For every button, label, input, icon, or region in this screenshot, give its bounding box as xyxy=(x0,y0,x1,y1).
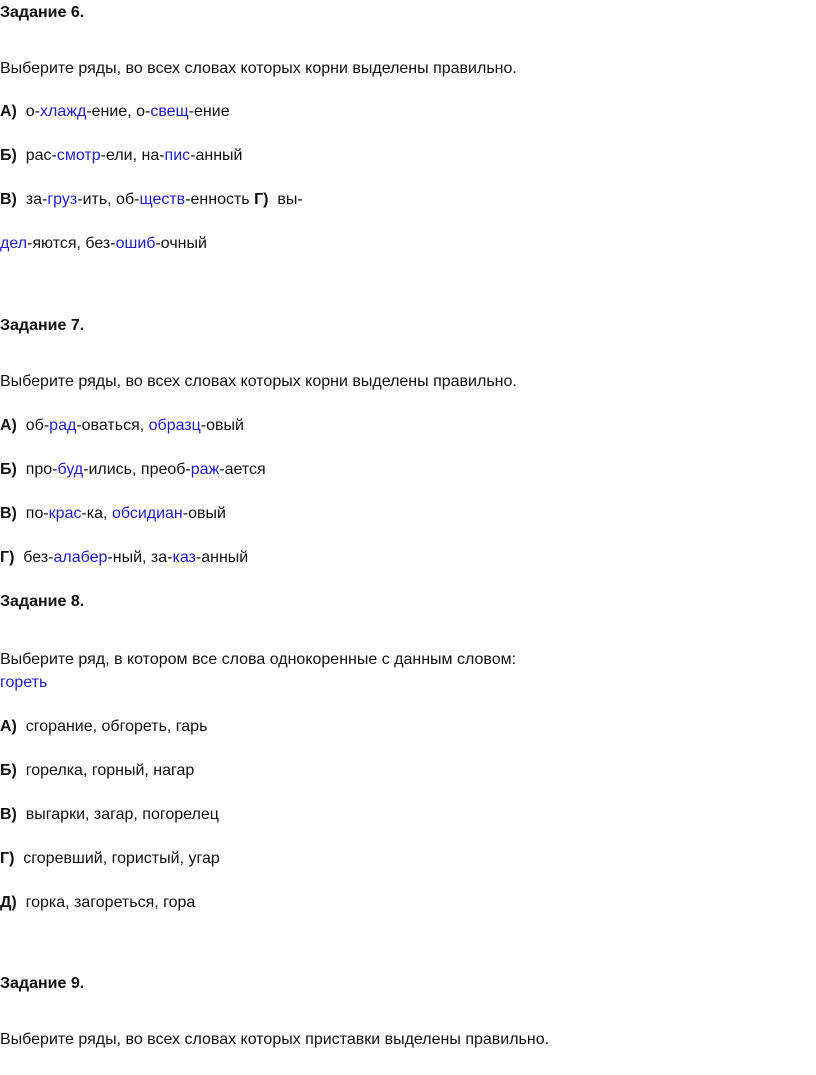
option-text: выгарки, загар, погорелец xyxy=(25,806,219,823)
option-label: В) xyxy=(0,806,17,823)
task8-option-b xyxy=(0,761,194,781)
word-part: вы- xyxy=(277,191,303,208)
task8-heading: Задание 8. xyxy=(0,593,85,610)
option-label: Г) xyxy=(0,850,15,867)
word-part: про- xyxy=(25,461,58,478)
word-part: -очный xyxy=(155,235,207,252)
word-part: -ка, xyxy=(81,505,112,522)
option-text: горелка, горный, нагар xyxy=(25,762,195,779)
word-part: о- xyxy=(25,103,41,120)
task8-option-e xyxy=(0,893,195,913)
word-part: -ели, на- xyxy=(100,147,165,164)
option-label: В) xyxy=(0,505,17,522)
root-highlight: ществ xyxy=(139,191,186,208)
task7-option-b xyxy=(0,460,266,480)
word-part: -овый xyxy=(182,505,226,522)
word-part: -ение xyxy=(188,103,230,120)
task8-option-c xyxy=(0,805,219,825)
option-label: А) xyxy=(0,103,17,120)
option-label: Б) xyxy=(0,147,17,164)
option-label: Г) xyxy=(254,191,269,208)
word-part: -ный, за- xyxy=(107,549,173,566)
root-highlight: ошиб xyxy=(115,235,156,252)
task7-option-a xyxy=(0,416,244,436)
word-part: об- xyxy=(25,417,50,434)
word-part: -ились, преоб- xyxy=(83,461,191,478)
root-highlight: алабер xyxy=(53,549,108,566)
option-label: А) xyxy=(0,718,17,735)
root-highlight: обсидиан xyxy=(111,505,183,522)
word-part: за- xyxy=(25,191,48,208)
word-part: -яются, без- xyxy=(27,235,116,252)
task6-option-c xyxy=(0,190,303,210)
task6-option-d-continued xyxy=(0,234,207,254)
word-part: без- xyxy=(23,549,54,566)
option-label: В) xyxy=(0,191,17,208)
task7-option-c xyxy=(0,504,226,524)
root-highlight: пис xyxy=(164,147,191,164)
task6-option-a xyxy=(0,102,230,122)
option-text: сгоревший, гористый, угар xyxy=(23,850,220,867)
word-part: рас- xyxy=(25,147,57,164)
root-highlight: дел xyxy=(0,235,28,252)
task7-instruction: Выберите ряды, во всех словах которых корни выделены правильно. xyxy=(0,373,517,390)
option-text: сгорание, обгореть, гарь xyxy=(25,718,208,735)
word-part: -енность xyxy=(185,191,250,208)
word-part: -овый xyxy=(200,417,244,434)
task9-instruction: Выберите ряды, во всех словах которых приставки выделены правильно. xyxy=(0,1031,550,1048)
task6-option-b xyxy=(0,146,243,166)
root-highlight: свещ xyxy=(150,103,189,120)
word-part: -анный xyxy=(190,147,243,164)
root-highlight: буд xyxy=(57,461,84,478)
task6-heading: Задание 6. xyxy=(0,4,85,21)
root-highlight: рад xyxy=(49,417,77,434)
root-highlight: раж xyxy=(190,461,220,478)
task6-instruction: Выберите ряды, во всех словах которых корни выделены правильно. xyxy=(0,60,517,77)
task8-word: гореть xyxy=(0,674,48,691)
task8-option-a xyxy=(0,717,207,737)
option-text: горка, загореться, гора xyxy=(25,894,196,911)
option-label: Б) xyxy=(0,461,17,478)
word-part: -ается xyxy=(219,461,266,478)
task8-instruction: Выберите ряд, в котором все слова однокоренные с данным словом: xyxy=(0,651,517,668)
root-highlight: крас xyxy=(48,505,82,522)
task9-heading: Задание 9. xyxy=(0,975,85,992)
task7-heading: Задание 7. xyxy=(0,317,85,334)
root-highlight: смотр xyxy=(56,147,101,164)
word-part: -анный xyxy=(195,549,249,566)
root-highlight: каз xyxy=(172,549,196,566)
word-part: -ить, об- xyxy=(77,191,140,208)
root-highlight: груз xyxy=(47,191,78,208)
option-label: А) xyxy=(0,417,17,434)
word-part: -ение, о- xyxy=(86,103,151,120)
root-highlight: образц xyxy=(148,417,201,434)
option-label: Б) xyxy=(0,762,17,779)
task8-option-d xyxy=(0,849,220,869)
word-part: по- xyxy=(25,505,49,522)
root-highlight: хлажд xyxy=(40,103,87,120)
word-part: -оваться, xyxy=(76,417,149,434)
option-label: Д) xyxy=(0,894,17,911)
task7-option-d xyxy=(0,548,248,568)
option-label: Г) xyxy=(0,549,15,566)
